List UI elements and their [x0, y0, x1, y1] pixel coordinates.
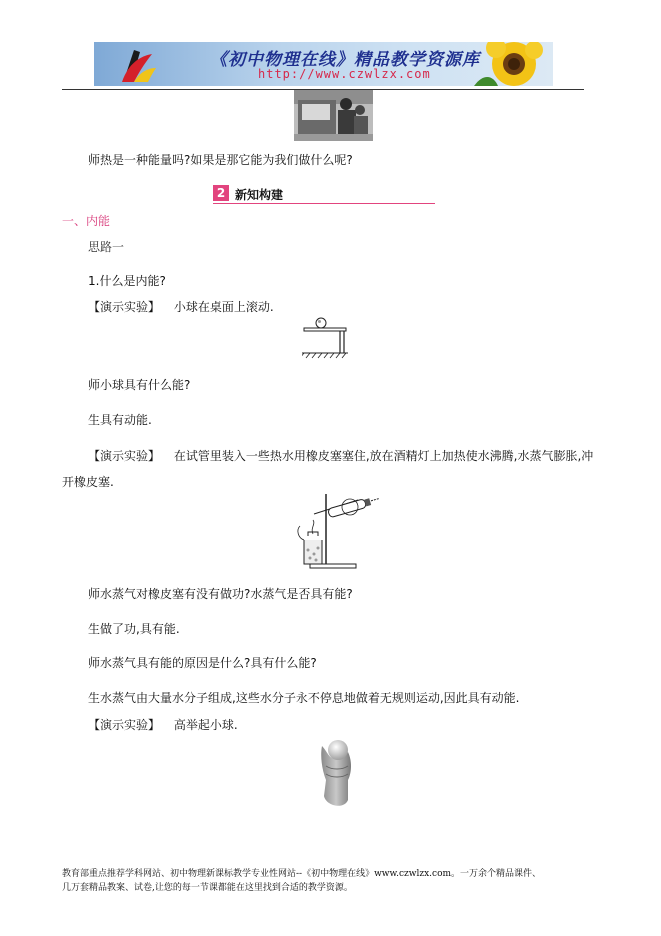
student-answer-2: 生做了功,具有能. — [88, 622, 180, 636]
test-tube-diagram — [286, 490, 382, 570]
intro-question: 师热是一种能量吗?如果是那它能为我们做什么呢? — [88, 153, 353, 167]
teacher-question-2: 师水蒸气对橡皮塞有没有做功?水蒸气是否具有能? — [88, 587, 353, 601]
section-title: 新知构建 — [235, 188, 284, 202]
experiment-tag: 【演示实验】 — [88, 300, 161, 314]
question-1: 1.什么是内能? — [88, 274, 166, 288]
teacher-question-3: 师水蒸气具有能的原因是什么?具有什么能? — [88, 656, 317, 670]
experiment-text: 高举起小球. — [173, 718, 238, 732]
experiment-text: 小球在桌面上滚动. — [173, 300, 274, 314]
logo-icon — [122, 50, 156, 82]
banner-url[interactable]: http://www.czwlzx.com — [258, 67, 431, 81]
experiment-tag: 【演示实验】 — [88, 718, 161, 732]
section-underline — [213, 203, 435, 204]
idea-label: 思路一 — [88, 240, 125, 254]
hand-holding-ball-image — [314, 736, 358, 812]
section-number: 2 — [213, 185, 229, 201]
car-photo-image — [294, 90, 373, 141]
banner-title: 《初中物理在线》精品教学资源库 — [210, 50, 480, 70]
experiment-tag: 【演示实验】 — [88, 449, 161, 463]
header-banner — [94, 42, 553, 86]
subsection-title: 一、内能 — [62, 214, 111, 228]
experiment-2-continued: 开橡皮塞. — [62, 475, 114, 489]
footer-line-2: 几万套精品教案、试卷,让您的每一节课都能在这里找到合适的教学资源。 — [62, 883, 353, 893]
experiment-3 — [88, 718, 238, 732]
teacher-question-1: 师小球具有什么能? — [88, 378, 191, 392]
student-answer-3: 生水蒸气由大量水分子组成,这些水分子永不停息地做着无规则运动,因此具有动能. — [88, 691, 520, 705]
footer-line-1: 教育部重点推荐学科网站、初中物理新课标教学专业性网站--《初中物理在线》www.czwlzx.com。一万余个精品课件、 — [62, 869, 542, 879]
student-answer-1: 生具有动能. — [88, 413, 152, 427]
section-header — [213, 184, 435, 204]
experiment-1 — [88, 300, 274, 314]
experiment-text: 在试管里装入一些热水用橡皮塞塞住,放在酒精灯上加热使水沸腾,水蒸气膨胀,冲 — [173, 449, 594, 463]
ball-table-diagram — [302, 314, 348, 360]
experiment-2 — [88, 449, 593, 463]
sunflower-icon — [474, 42, 543, 86]
